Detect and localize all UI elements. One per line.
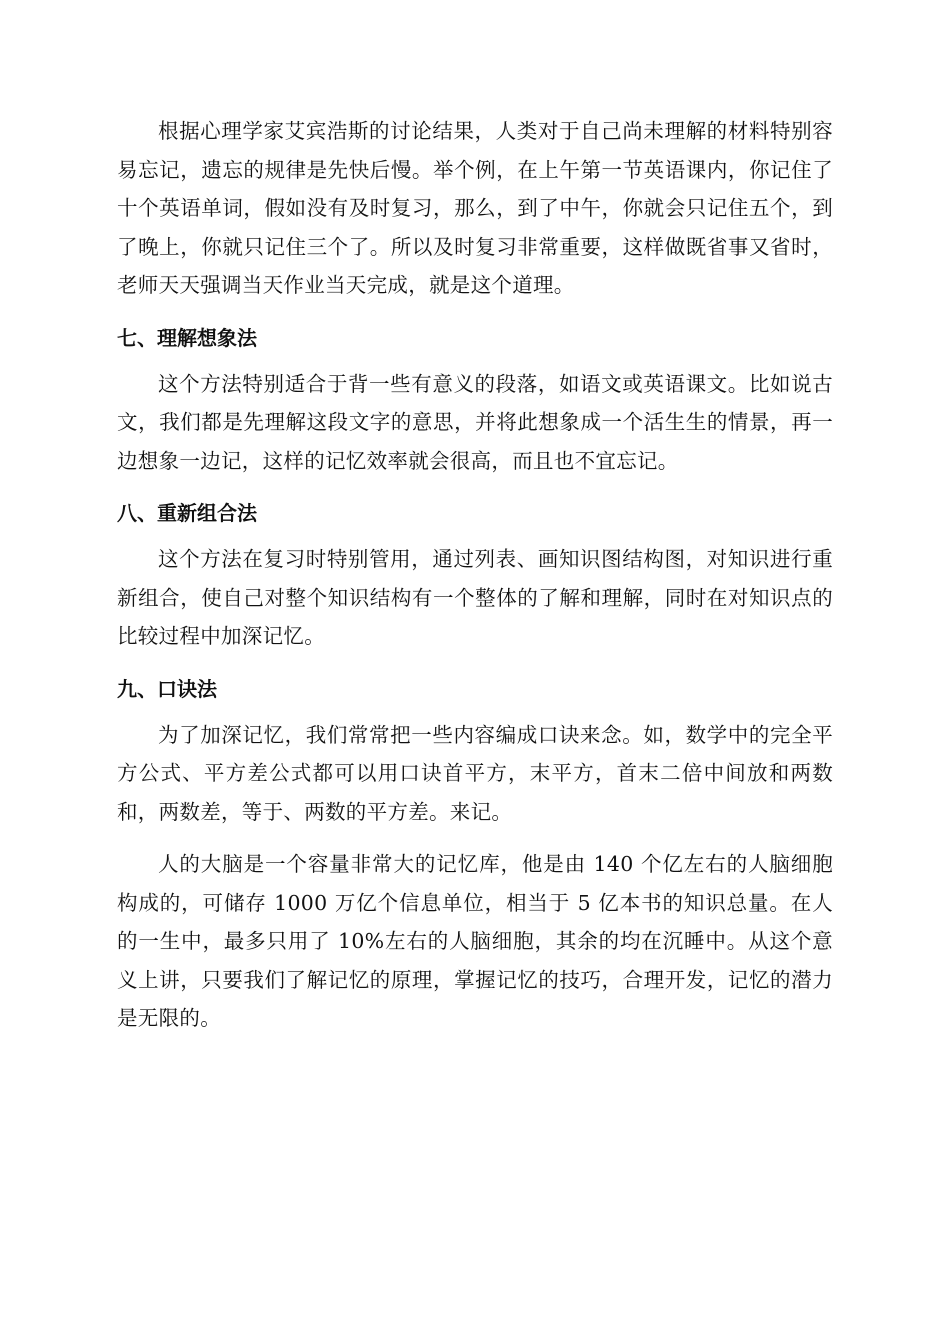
document-page [117, 112, 833, 1038]
section-heading-understanding-imagination: 七、理解想象法 [117, 325, 257, 350]
section-body-understanding-imagination: 这个方法特别适合于背一些有意义的段落，如语文或英语课文。比如说古文，我们都是先理解这段文字的意思，并将此想象成一个活生生的情景，再一边想象一边记，这样的记忆效率就会很高，而且也不宜忘记。 [117, 371, 833, 473]
section-body-recombination: 这个方法在复习时特别管用，通过列表、画知识图结构图，对知识进行重新组合，使自己对整个知识结构有一个整体的了解和理解，同时在对知识点的比较过程中加深记忆。 [117, 547, 833, 648]
section-heading-recombination: 八、重新组合法 [117, 501, 257, 525]
intro-paragraph: 根据心理学家艾宾浩斯的讨论结果，人类对于自己尚未理解的材料特别容易忘记，遗忘的规律是先快后慢。举个例，在上午第一节英语课内，你记住了十个英语单词，假如没有及时复习，那么，到了中午，你就会只记住五个，到了晚上，你就只记住三个了。所以及时复习非常重要，这样做既省事又省时，老师天天强调当天作业当天完成，就是这个道理。 [117, 119, 833, 297]
section-heading-mnemonic-rhyme: 九、口诀法 [117, 676, 217, 701]
section-body-mnemonic-rhyme: 为了加深记忆，我们常常把一些内容编成口诀来念。如，数学中的完全平方公式、平方差公式都可以用口诀首平方，末平方，首末二倍中间放和两数和，两数差，等于、两数的平方差。来记。 [117, 722, 833, 824]
closing-paragraph: 人的大脑是一个容量非常大的记忆库，他是由 140 个亿左右的人脑细胞构成的，可储存 1000 万亿个信息单位，相当于 5 亿本书的知识总量。在人的一生中，最多只用了 10%左右的人脑细胞，其余的均在沉睡中。从这个意义上讲，只要我们了解记忆的原理，掌握记忆的技巧，合理开发，记忆的潜力是无限的。 [117, 852, 833, 1030]
